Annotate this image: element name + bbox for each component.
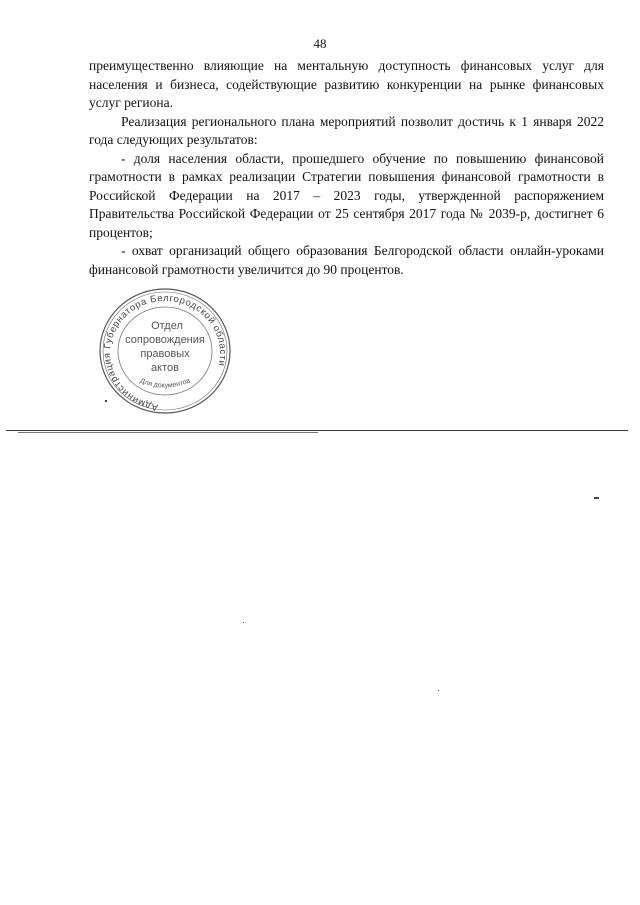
official-stamp bbox=[95, 285, 235, 415]
separator-line bbox=[6, 430, 628, 431]
paragraph-results-intro: Реализация регионального плана мероприятий позволит достичь к 1 января 2022 года следующих результатов: bbox=[89, 113, 604, 147]
document-body bbox=[89, 57, 604, 279]
scan-speck bbox=[594, 497, 599, 499]
separator-line-shadow bbox=[18, 432, 318, 433]
stamp-outer-ring-text: Администрация Губернатора Белгородской области bbox=[101, 292, 229, 413]
stamp-line-4: актов bbox=[151, 362, 179, 374]
bullet-schools-coverage: - охват организаций общего образования Белгородской области онлайн-уроками финансовой грамотности увеличится до 90 процентов. bbox=[89, 243, 604, 277]
stamp-bottom-text: Для документов bbox=[138, 377, 192, 390]
bullet-population-share: - доля населения области, прошедшего обучение по повышению финансовой грамотности в рамках реализации Стратегии повышения финансовой грамотности в Российской Федерации на 2017 – 2023 годы, утвержденной распоряжением Правительства Российской Федерации от 25 сентября 2017 года № 2039-р, достигнет 6 процентов; bbox=[89, 150, 604, 240]
stamp-line-1: Отдел bbox=[151, 320, 183, 332]
stamp-line-2: сопровождения bbox=[125, 334, 205, 346]
paragraph-continuation: преимущественно влияющие на ментальную доступность финансовых услуг для населения и бизнеса, содействующие развитию конкуренции на рынке финансовых услуг региона. bbox=[89, 58, 604, 110]
scan-speck bbox=[438, 690, 439, 691]
page-number: 48 bbox=[313, 36, 327, 51]
stamp-line-3: правовых bbox=[140, 348, 190, 360]
scan-speck bbox=[243, 622, 244, 623]
scan-speck bbox=[105, 400, 107, 402]
